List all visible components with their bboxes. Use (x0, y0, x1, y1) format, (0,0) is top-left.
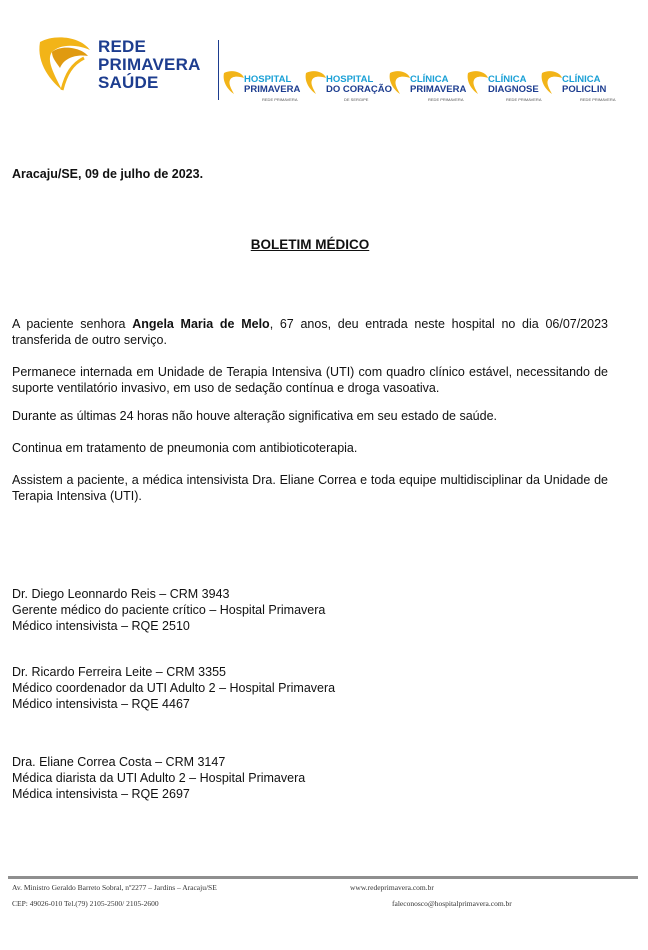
letterhead (0, 0, 648, 120)
sub-logo-line2: PRIMAVERA (410, 84, 467, 95)
brand-line-3: SAÚDE (98, 73, 159, 92)
sub-logo-line1: HOSPITAL (244, 74, 292, 85)
flower-logo-icon (32, 34, 96, 104)
paragraph-team: Assistem a paciente, a médica intensivista Dra. Eliane Correa e toda equipe multidisciplinar da Unidade de Terapia Intensiva (UTI). (12, 473, 608, 503)
sub-logo-tag: REDE PRIMAVERA (506, 97, 542, 102)
footer-contact: CEP: 49026-010 Tel.(79) 2105-2500/ 2105-2600 (12, 899, 159, 908)
footer-website[interactable]: www.redeprimavera.com.br (350, 883, 434, 892)
signature-specialty: Médico intensivista – RQE 4467 (12, 697, 190, 711)
sub-logo-line1: CLÍNICA (562, 74, 601, 85)
signature-name: Dr. Ricardo Ferreira Leite – CRM 3355 (12, 665, 226, 679)
brand-line-2: PRIMAVERA (98, 55, 201, 74)
signature-role: Gerente médico do paciente crítico – Hospital Primavera (12, 603, 326, 617)
leaf-logo-icon (540, 70, 564, 96)
sub-logo-line2: POLICLIN (562, 84, 607, 95)
document-date: Aracaju/SE, 09 de julho de 2023. (12, 167, 204, 181)
document-title: BOLETIM MÉDICO (250, 237, 370, 252)
sub-logo-tag: DE SERGIPE (344, 97, 369, 102)
sub-logo-line2: PRIMAVERA (244, 84, 301, 95)
leaf-logo-icon (466, 70, 490, 96)
sub-logo-line2: DIAGNOSE (488, 84, 539, 95)
leaf-logo-icon (222, 70, 246, 96)
paragraph-status: Permanece internada em Unidade de Terapia Intensiva (UTI) com quadro clínico estável, necessitando de suporte ventilatório invasivo, em uso de sedação contínua e droga vasoativa. (12, 365, 608, 395)
signature-specialty: Médico intensivista – RQE 2510 (12, 619, 190, 633)
leaf-logo-icon (388, 70, 412, 96)
sub-logo-tag: REDE PRIMAVERA (262, 97, 298, 102)
sub-logo-tag: REDE PRIMAVERA (428, 97, 464, 102)
footer-divider (8, 876, 638, 879)
paragraph-treatment: Continua em tratamento de pneumonia com antibioticoterapia. (12, 441, 358, 455)
signature-block (12, 664, 335, 712)
sub-logo-line1: CLÍNICA (410, 74, 449, 85)
signature-specialty: Médica intensivista – RQE 2697 (12, 787, 190, 801)
footer-email[interactable]: faleconosco@hospitalprimavera.com.br (392, 899, 512, 908)
signature-block (12, 586, 325, 634)
signature-role: Médica diarista da UTI Adulto 2 – Hospital Primavera (12, 771, 306, 785)
sub-logo-line2: DO CORAÇÃO (326, 84, 392, 95)
rede-primavera-logo (32, 34, 222, 106)
paragraph-text: A paciente senhora (12, 317, 133, 331)
paragraph-admission (12, 316, 608, 348)
sub-logo-line1: HOSPITAL (326, 74, 374, 85)
signature-name: Dr. Diego Leonnardo Reis – CRM 3943 (12, 587, 230, 601)
patient-name: Angela Maria de Melo (132, 317, 270, 331)
footer-address: Av. Ministro Geraldo Barreto Sobral, nº2277 – Jardins – Aracaju/SE (12, 883, 217, 892)
signature-block (12, 754, 305, 802)
sub-logo-tag: REDE PRIMAVERA (580, 97, 616, 102)
leaf-logo-icon (304, 70, 328, 96)
header-divider (218, 40, 219, 100)
paragraph-stability: Durante as últimas 24 horas não houve alteração significativa em seu estado de saúde. (12, 409, 498, 423)
brand-line-1: REDE (98, 37, 147, 56)
sub-logo-line1: CLÍNICA (488, 74, 527, 85)
signature-name: Dra. Eliane Correa Costa – CRM 3147 (12, 755, 226, 769)
paragraph-text: , 67 anos, deu entrada neste hospital no dia 06/07/2023 transferida de outro serviço. (12, 317, 609, 347)
signature-role: Médico coordenador da UTI Adulto 2 – Hospital Primavera (12, 681, 336, 695)
